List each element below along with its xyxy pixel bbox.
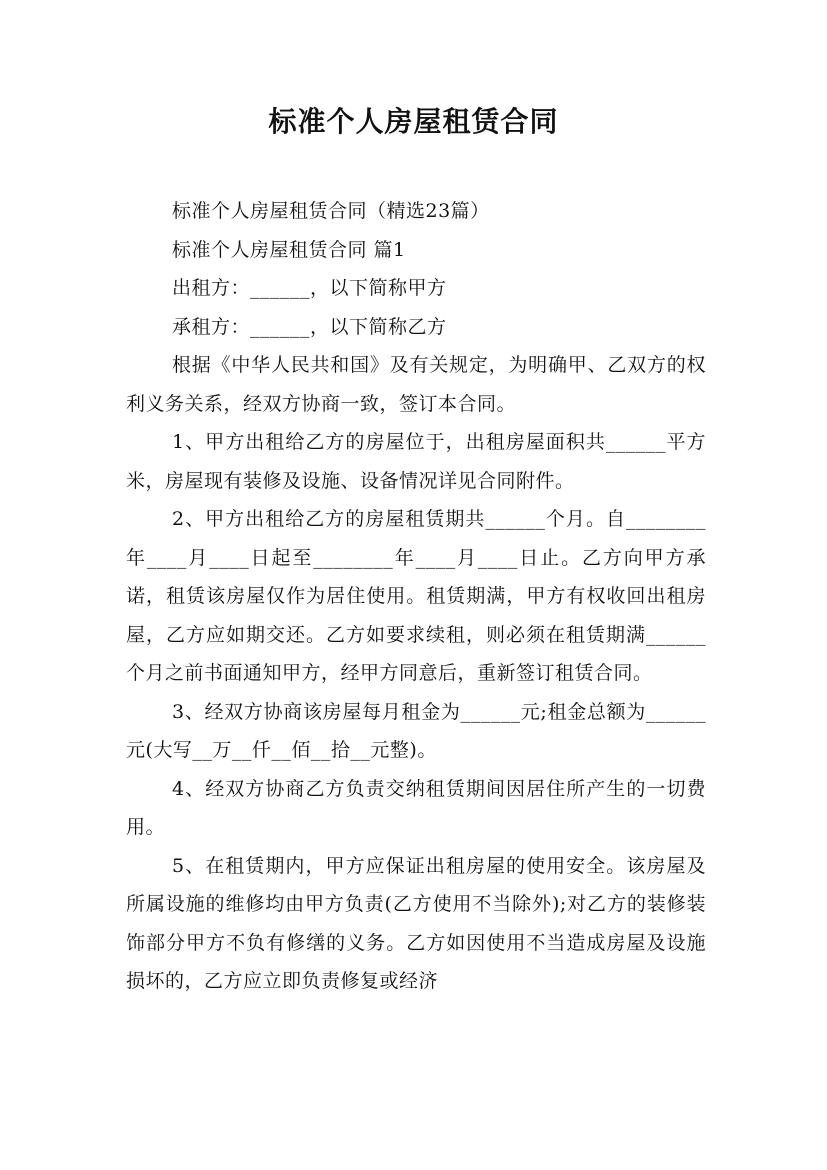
paragraph-clause-1: 1、甲方出租给乙方的房屋位于，出租房屋面积共______平方米，房屋现有装修及设施、设备情况详见合同附件。 [126,431,706,492]
paragraph-clause-4: 4、经双方协商乙方负责交纳租赁期间因居住所产生的一切费用。 [126,777,706,838]
paragraph-lessor: 出租方：______，以下简称甲方 [172,277,447,299]
paragraph-subtitle: 标准个人房屋租赁合同（精选23篇） [172,200,490,222]
paragraph-lessee: 承租方：______，以下简称乙方 [172,315,447,338]
paragraph-clause-2: 2、甲方出租给乙方的房屋租赁期共______个月。自________年____月____日起至________年____月____日止。乙方向甲方承诺，租赁该房屋仅作为居住使用。租赁期满，甲方有权收回出租房屋，乙方应如期交还。乙方如要求续租，则必须在租赁期满______个月之前书面通知甲方，经甲方同意后，重新签订租赁合同。 [126,508,706,684]
document-title: 标准个人房屋租赁合同 [268,105,559,138]
paragraph-clause-5: 5、在租赁期内，甲方应保证出租房屋的使用安全。该房屋及所属设施的维修均由甲方负责(乙方使用不当除外);对乙方的装修装饰部分甲方不负有修缮的义务。乙方如因使用不当造成房屋及设施损坏的，乙方应立即负责修复或经济 [126,854,706,992]
paragraph-article-heading: 标准个人房屋租赁合同 篇1 [172,238,406,261]
document-body [126,192,706,1001]
paragraph-preamble: 根据《中华人民共和国》及有关规定，为明确甲、乙双方的权利义务关系，经双方协商一致，签订本合同。 [126,354,706,415]
paragraph-clause-3: 3、经双方协商该房屋每月租金为______元;租金总额为______元(大写__万__仟__佰__拾__元整)。 [126,700,706,761]
